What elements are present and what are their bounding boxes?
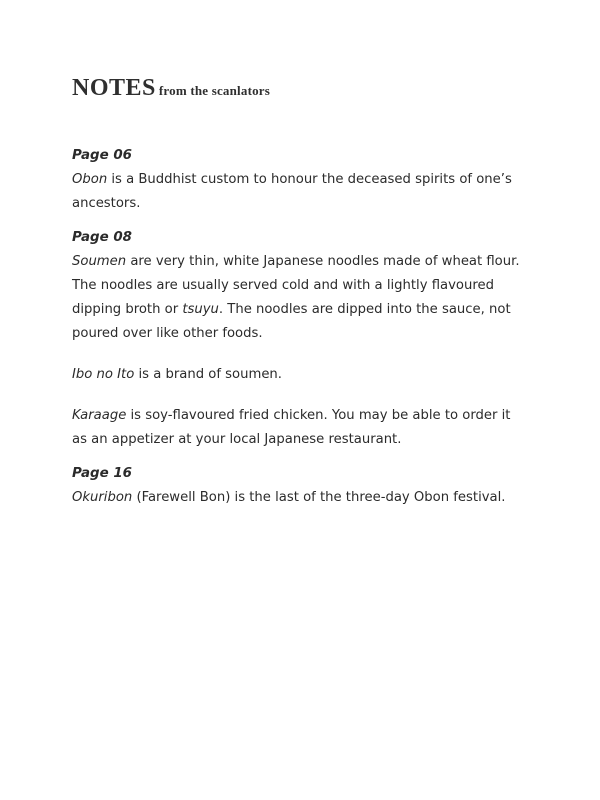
term-karaage: Karaage [72,408,127,423]
note-obon [72,168,522,216]
note-okuribon [72,486,522,510]
note-obon-text: is a Buddhist custom to honour the deceased spirits of one’s ancestors. [72,172,512,211]
note-soumen [72,250,522,346]
term-ibo-no-ito: Ibo no Ito [72,367,135,382]
page-heading-06: Page 06 [72,148,132,163]
term-tsuyu: tsuyu [182,302,219,317]
note-soumen-text-2: . The noodles are dipped into the sauce, not poured over like other foods. [72,302,511,341]
term-soumen: Soumen [72,254,127,269]
note-karaage-text: is soy-flavoured fried chicken. You may be able to order it as an appetizer at your local Japanese restaurant. [72,408,511,447]
page-heading-08: Page 08 [72,230,132,245]
notes-content [72,144,522,510]
note-karaage [72,404,522,452]
note-soumen-text-1: are very thin, white Japanese noodles made of wheat flour. The noodles are usually served cold and with a lightly flavoured dipping broth or [72,254,520,317]
note-ibo-no-ito-text: is a brand of soumen. [134,367,282,382]
term-okuribon: Okuribon [72,490,133,505]
page-heading-16: Page 16 [72,466,132,481]
page-title [72,66,270,103]
title-main: NOTES [72,75,156,101]
note-okuribon-text: (Farewell Bon) is the last of the three-day Obon festival. [132,490,506,505]
note-ibo-no-ito [72,363,522,387]
title-subtitle: from the scanlators [158,83,271,98]
term-obon: Obon [72,172,108,187]
